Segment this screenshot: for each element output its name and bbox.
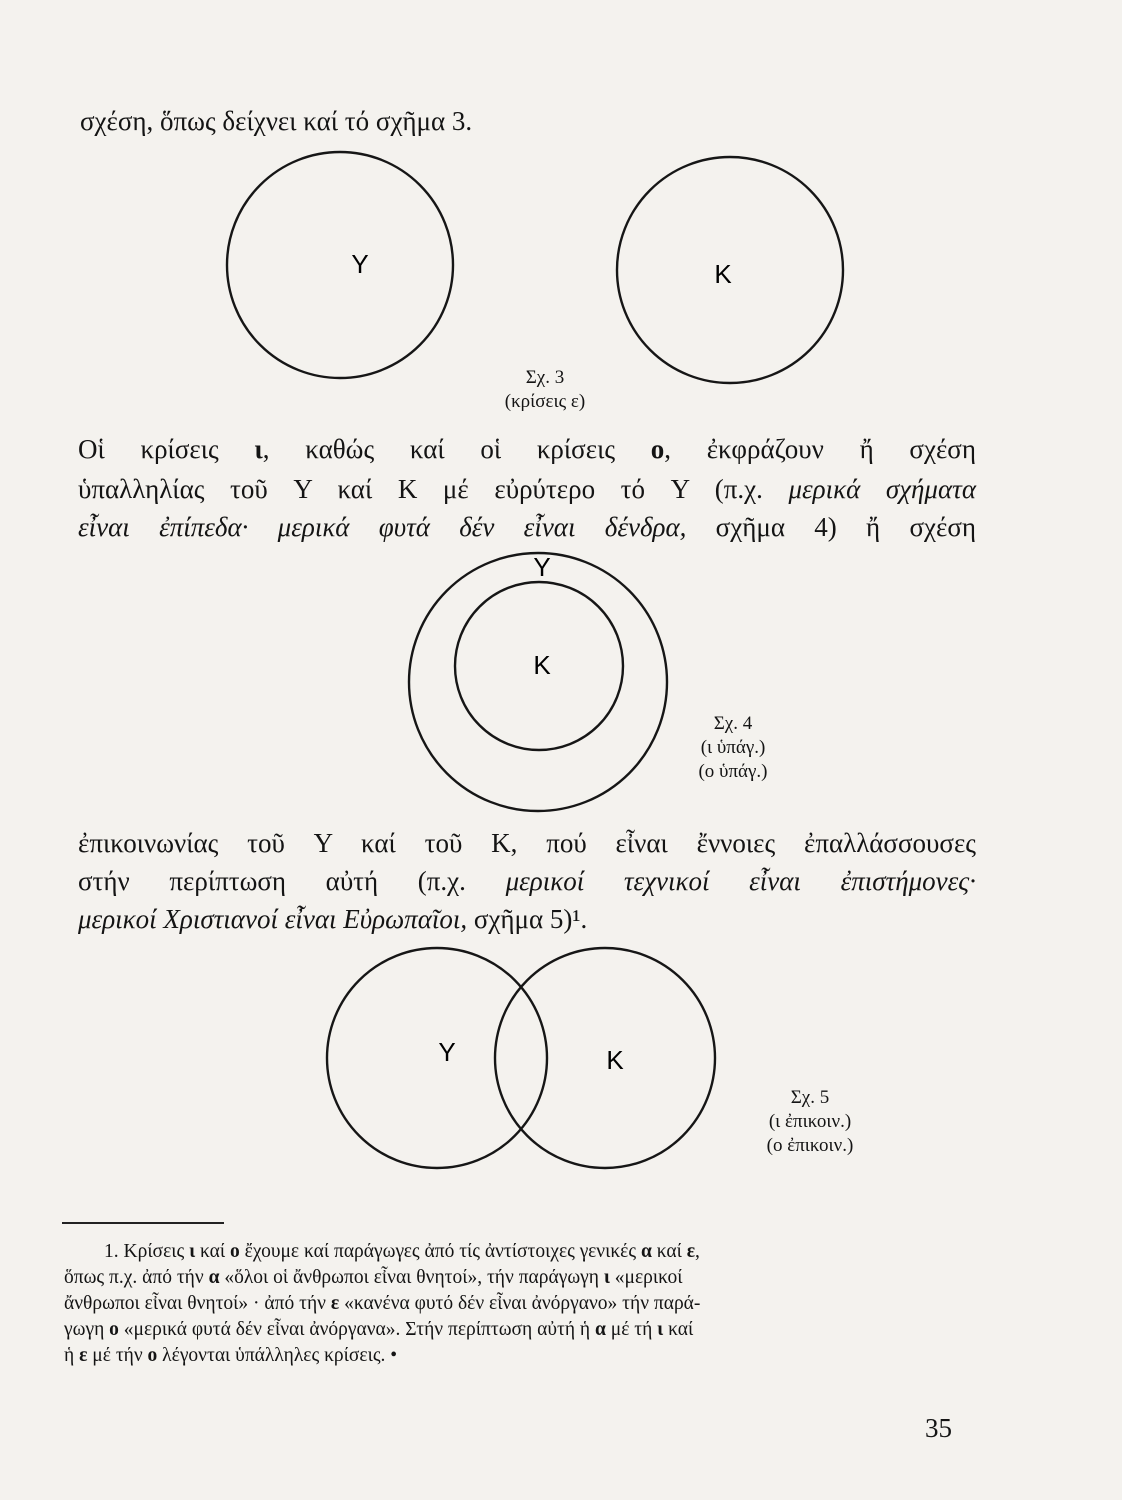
para1-line2: ὑπαλληλίας τοῦ Y καί K μέ εὐρύτερο τό Y (π.χ. μερικά σχήματα [78,474,976,504]
para2-line3: μερικοί Χριστιανοί εἶναι Εὐρωπαῖοι, σχῆμα 5)¹. [78,904,588,934]
label-k: K [714,259,732,289]
fig3-caption: Σχ. 3 (κρίσεις ε) [504,367,586,412]
fig5-caption: Σχ. 5 (ι ἐπικοιν.) (ο ἐπικοιν.) [766,1087,854,1156]
page-number: 35 [925,1413,952,1443]
text-line-top: σχέση, ὅπως δείχνει καί τό σχῆμα 3. [80,106,473,136]
label-y: Y [438,1037,456,1067]
circle-y [227,152,453,378]
circle-y [409,553,667,811]
footnote-line5: ἡ ε μέ τήν ο λέγονται ὑπάλληλες κρίσεις. • [64,1345,398,1366]
figure-5-overlapping-circles [320,940,740,1180]
figure-4-nested-circles [400,545,680,825]
footnote-line1: 1. Κρίσεις ι καί ο ἔχουμε καί παράγωγες ἀπό τίς ἀντίστοιχες γενικές α καί ε, [104,1241,700,1262]
circle-k [495,948,715,1168]
footnote-line2: ὅπως π.χ. ἀπό τήν α «ὅλοι οἱ ἄνθρωποι εἶναι θνητοί», τήν παράγωγη ι «μερικοί [64,1267,683,1288]
footnote-line4: γωγη ο «μερικά φυτά δέν εἶναι ἀνόργανα». Στήν περίπτωση αὐτή ἡ α μέ τή ι καί [64,1319,694,1340]
footnote-line3: ἄνθρωποι εἶναι θνητοί» · ἀπό τήν ε «κανένα φυτό δέν εἶναι ἀνόργανο» τήν παρά- [64,1293,701,1314]
fig4-caption: Σχ. 4 (ι ὑπάγ.) (ο ὑπάγ.) [698,713,768,782]
label-k: K [533,650,551,680]
label-k: K [606,1045,624,1075]
footnote-rule [62,1222,224,1224]
circle-y [327,948,547,1168]
para2-line1: ἐπικοινωνίας τοῦ Y καί τοῦ K, πού εἶναι ἔννοιες ἐπαλλάσσουσες [78,828,976,858]
para1-line1: Οἱ κρίσεις ι, καθώς καί οἱ κρίσεις ο, ἐκφράζουν ἤ σχέση [78,434,976,464]
label-y: Y [533,552,551,582]
label-y: Y [351,249,369,279]
para2-line2: στήν περίπτωση αὐτή (π.χ. μερικοί τεχνικοί εἶναι ἐπιστήμονες· [78,866,976,896]
para1-line3: εἶναι ἐπίπεδα· μερικά φυτά δέν εἶναι δένδρα, σχῆμα 4) ἤ σχέση [78,512,976,542]
